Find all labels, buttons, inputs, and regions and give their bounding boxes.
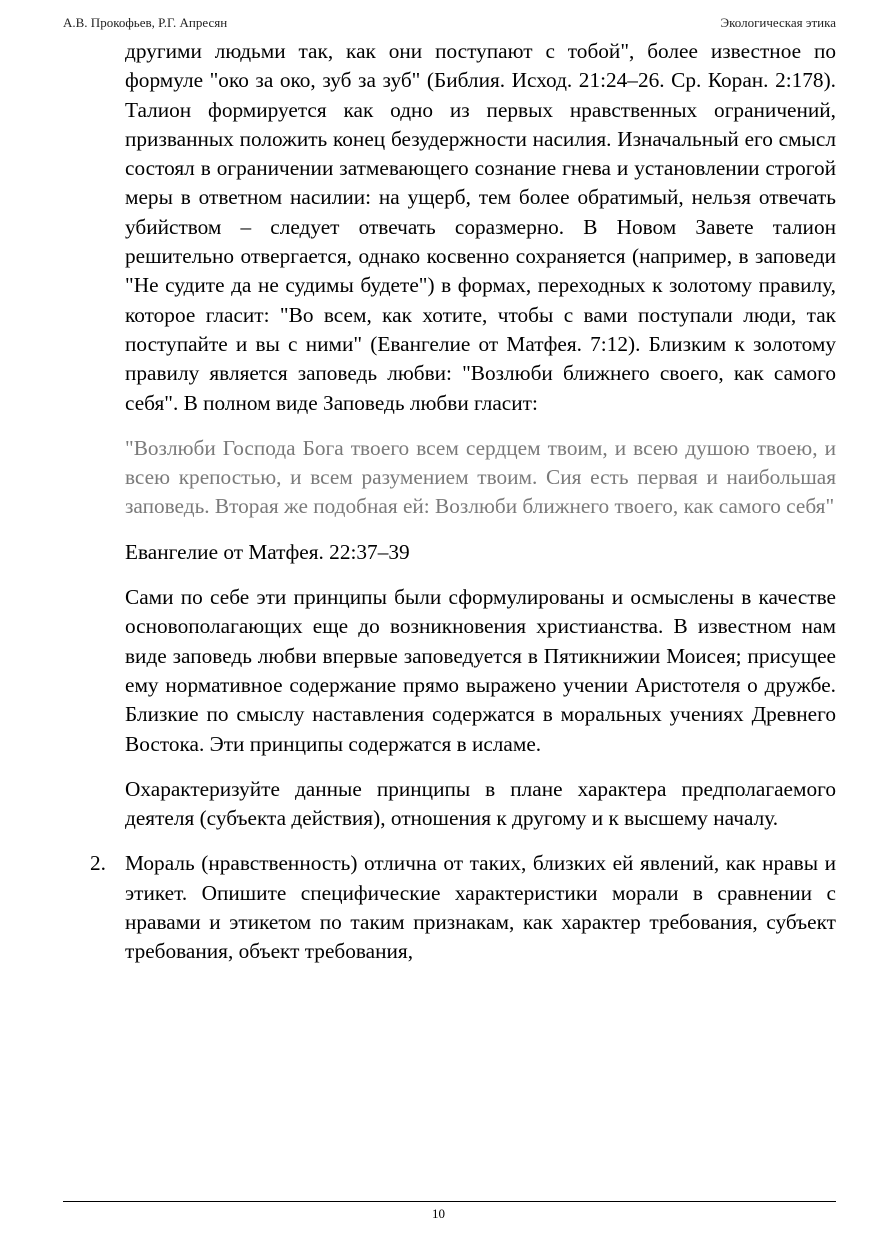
footer-divider xyxy=(63,1201,836,1202)
paragraph-talion: другими людьми так, как они поступают с тобой", более известное по формуле "око за око, зуб за зуб" (Библия. Исход. 21:24–26. Ср. Коран. 2:178). Талион формируется как одно из первых нравственных ограничений, призванных положить конец безудержности насилия. Изначальный его смысл состоял в ограничении затмевающего сознание гнева и установлении строгой меры в ответном насилии: на ущерб, тем более обратимый, нельзя отвечать убийством – следует отвечать соразмерно. В Новом Завете талион решительно отвергается, однако косвенно сохраняется (например, в заповеди "Не судите да не судимы будете") в формах, переходных к золотому правилу, которое гласит: "Во всем, как хотите, чтобы с вами поступали люди, так поступайте и вы с ними" (Евангелие от Матфея. 7:12). Близким к золотому правилу является заповедь любви: "Возлюби ближнего своего, как самого себя". В полном виде Заповедь любви гласит: xyxy=(125,39,836,415)
paragraph-principles: Сами по себе эти принципы были сформулированы и осмыслены в качестве основополагающих еще до возникновения христианства. В известном нам виде заповедь любви впервые заповедуется в Пятикнижии Моисея; присущее ему нормативное содержание прямо выражено учении Аристотеля о дружбе. Близкие по смыслу наставления содержатся в моральных учениях Древнего Востока. Эти принципы содержатся в исламе. xyxy=(125,585,836,756)
quote-citation: Евангелие от Матфея. 22:37–39 xyxy=(125,539,410,564)
paragraph-task: Охарактеризуйте данные принципы в плане характера предполагаемого деятеля (субъекта действия), отношения к другому и к высшему началу. xyxy=(125,776,836,831)
page-body xyxy=(90,37,836,967)
list-item-2 xyxy=(90,849,836,966)
quote-commandment: "Возлюби Господа Бога твоего всем сердцем твоим, и всею душою твоею, и всею крепостью, и всем разумением твоим. Сия есть первая и наибольшая заповедь. Вторая же подобная ей: Возлюби ближнего твоего, как самого себя" xyxy=(125,435,836,519)
list-number: 2. xyxy=(90,851,106,876)
page-header xyxy=(63,15,836,31)
header-title: Экологическая этика xyxy=(720,15,836,30)
page-number: 10 xyxy=(432,1206,445,1221)
header-authors: А.В. Прокофьев, Р.Г. Апресян xyxy=(63,15,228,30)
list-item-text: Мораль (нравственность) отлична от таких, близких ей явлений, как нравы и этикет. Опишите специфические характеристики морали в сравнении с нравами и этикетом по таким признакам, как характер требования, субъект требования, объект требования, xyxy=(125,851,836,964)
